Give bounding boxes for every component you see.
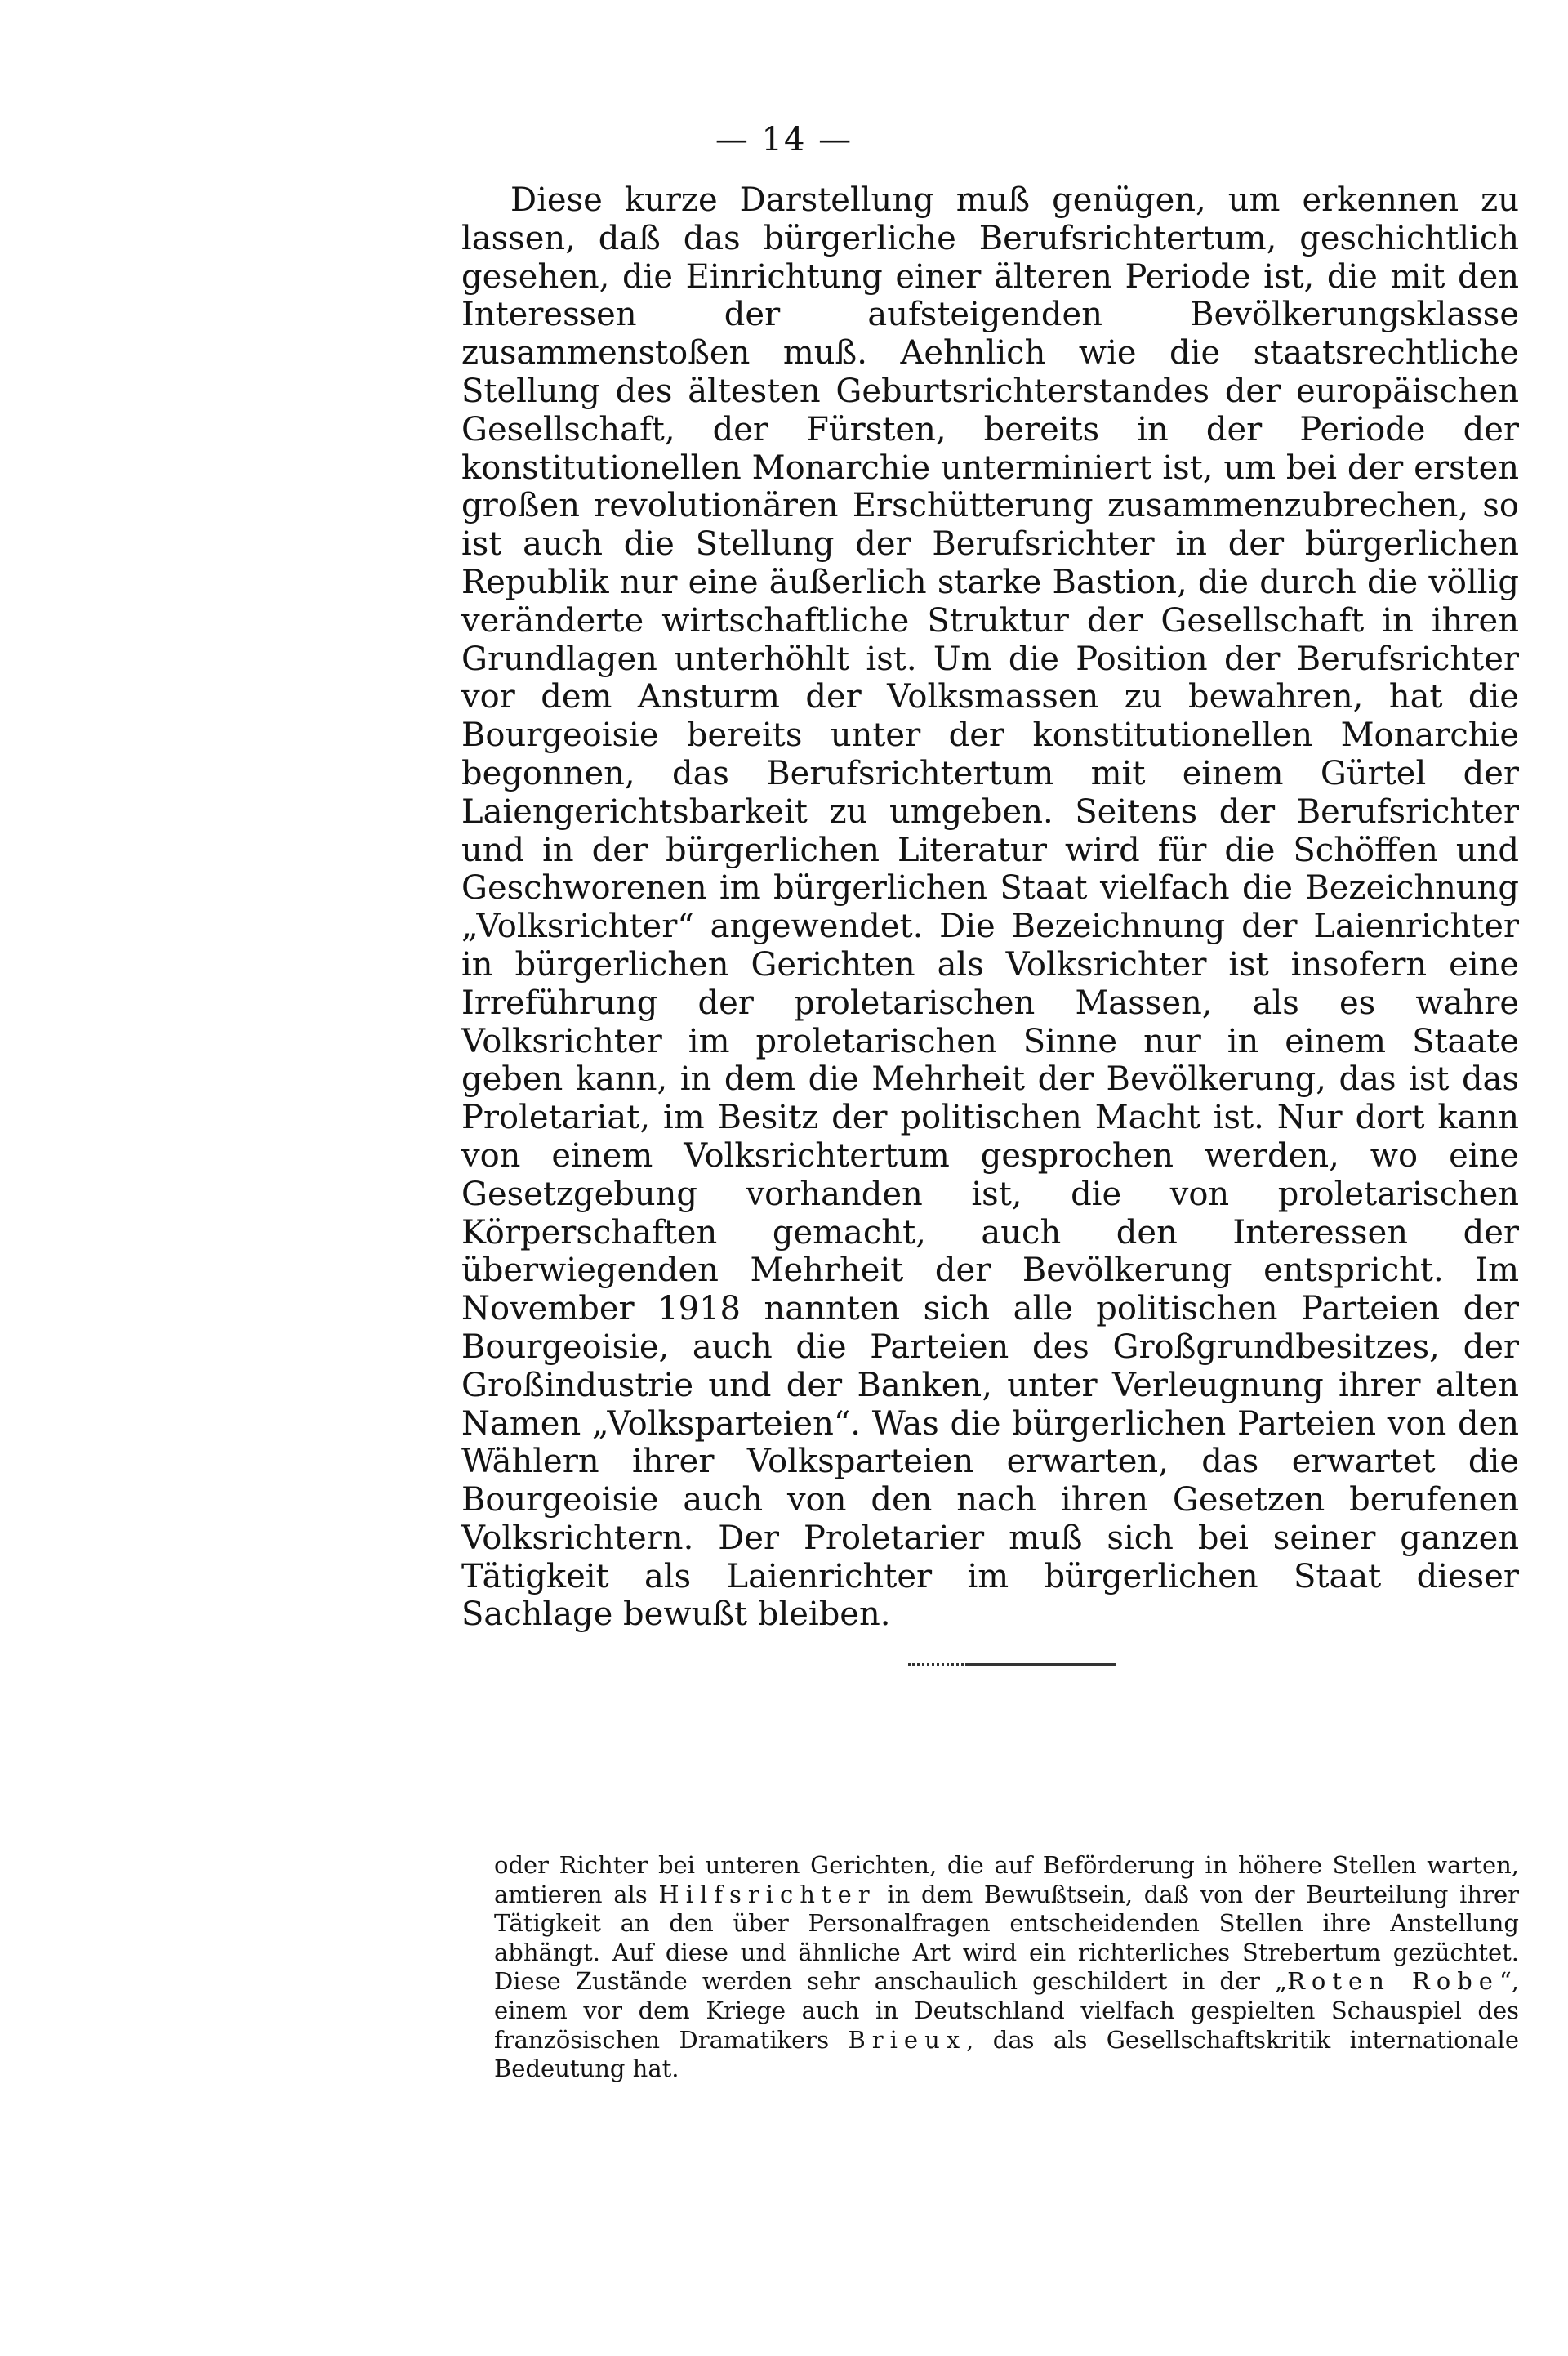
footnote-text-2: in dem Bewußtsein, daß von der Beurteilung ihrer Tätigkeit an den über Personalfragen entscheidenden Stellen ihre Anstellung abhängt. Auf diese und ähnliche Art wird ein richterliches Strebertum gezüchtet. Diese Zustände werden sehr anschaulich geschildert in der „ xyxy=(494,1880,1520,1996)
footnote-term-hilfsrichter: Hilfsrichter xyxy=(658,1880,876,1908)
footnote xyxy=(494,1851,1519,2084)
footnote-term-brieux: Brieux xyxy=(848,2025,967,2054)
footnote-term-roten-robe: Roten Robe xyxy=(1287,1967,1499,1996)
footnote-text-3: “, einem vor dem Kriege auch in Deutschland vielfach gespielten Schauspiel des französischen Dramatikers xyxy=(494,1967,1519,2054)
page-number: — 14 — xyxy=(715,121,853,158)
footnote-text-1: oder Richter bei unteren Gerichten, die auf Beförderung in höhere Stellen warten, amtieren als xyxy=(494,1851,1519,1908)
footnote-text-4: , das als Gesellschaftskritik internationale Bedeutung hat. xyxy=(494,2025,1519,2083)
body-paragraph: Diese kurze Darstellung muß genügen, um erkennen zu lassen, daß das bürgerliche Berufsrichtertum, geschichtlich gesehen, die Einrichtung einer älteren Periode ist, die mit den Interessen der aufsteigenden Bevölkerungsklasse zusammenstoßen muß. Aehnlich wie die staatsrechtliche Stellung des ältesten Geburtsrichterstandes der europäischen Gesellschaft, der Fürsten, bereits in der Periode der konstitutionellen Monarchie unterminiert ist, um bei der ersten großen revolutionären Erschütterung zusammenzubrechen, so ist auch die Stellung der Berufsrichter in der bürgerlichen Republik nur eine äußerlich starke Bastion, die durch die völlig veränderte wirtschaftliche Struktur der Gesellschaft in ihren Grundlagen unterhöhlt ist. Um die Position der Berufsrichter vor dem Ansturm der Volksmassen zu bewahren, hat die Bourgeoisie bereits unter der konstitutionellen Monarchie begonnen, das Berufsrichtertum mit einem Gürtel der Laiengerichtsbarkeit zu umgeben. Seitens der Berufsrichter und in der bürgerlichen Literatur wird für die Schöffen und Geschworenen im bürgerlichen Staat vielfach die Bezeichnung „Volksrichter“ angewendet. Die Bezeichnung der Laienrichter in bürgerlichen Gerichten als Volksrichter ist insofern eine Irreführung der proletarischen Massen, als es wahre Volksrichter im proletarischen Sinne nur in einem Staate geben kann, in dem die Mehrheit der Bevölkerung, das ist das Proletariat, im Besitz der politischen Macht ist. Nur dort kann von einem Volksrichtertum gesprochen werden, wo eine Gesetzgebung vorhanden ist, die von proletarischen Körperschaften gemacht, auch den Interessen der überwiegenden Mehrheit der Bevölkerung entspricht. Im November 1918 nannten sich alle politischen Parteien der Bourgeoisie, auch die Parteien des Großgrundbesitzes, der Großindustrie und der Banken, unter Verleugnung ihrer alten Namen „Volksparteien“. Was die bürgerlichen Parteien von den Wählern ihrer Volksparteien erwarten, das erwartet die Bourgeoisie auch von den nach ihren Gesetzen berufenen Volksrichtern. Der Proletarier muß sich bei seiner ganzen Tätigkeit als Laienrichter im bürgerlichen Staat dieser Sachlage bewußt bleiben. xyxy=(461,181,1519,1634)
section-separator xyxy=(908,1663,1116,1666)
